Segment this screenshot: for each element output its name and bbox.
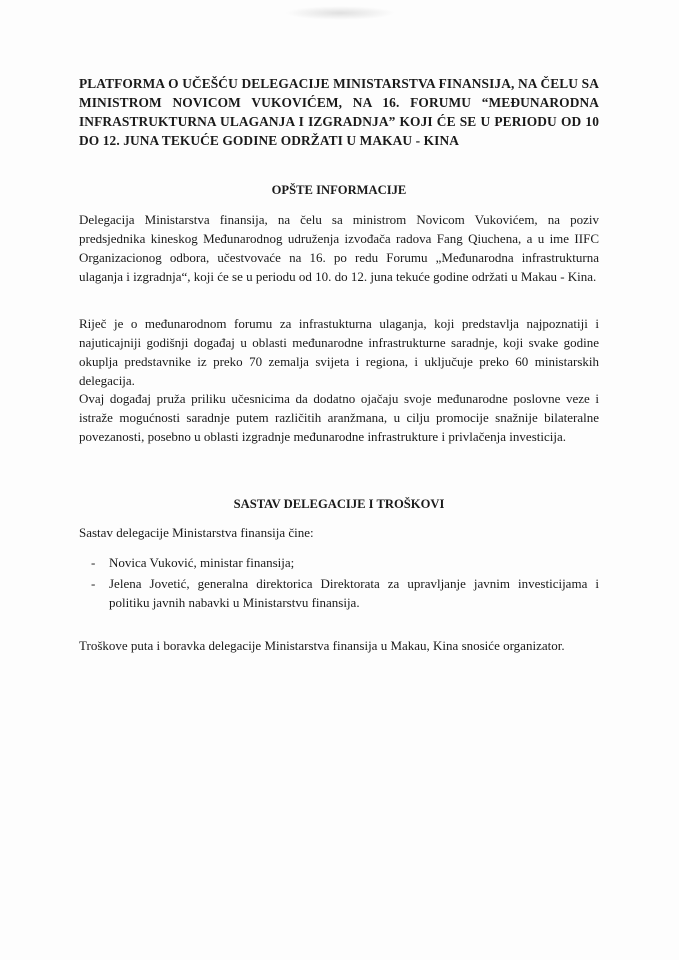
- list-bullet: -: [91, 576, 96, 591]
- member-text: Novica Vuković, ministar finansija;: [109, 555, 295, 570]
- delegation-intro: Sastav delegacije Ministarstva finansija čine:: [79, 525, 314, 540]
- delegation-member-list: [79, 553, 599, 614]
- section-heading-general: OPŠTE INFORMACIJE: [271, 183, 407, 197]
- paragraph-costs: Troškove puta i boravka delegacije Ministarstva finansija u Makau, Kina snosiće organizator.: [79, 638, 565, 653]
- list-item: [79, 574, 599, 612]
- paragraph-event-opportunity: Ovaj događaj pruža priliku učesnicima da dodatno ojačaju svoje međunarodne poslovne veze i istraže mogućnosti saradnje putem različitih aranžmana, u cilju promocije snažnije bilateralne povezanosti, posebno u oblasti izgradnje međunarodne infrastrukture i privlačenja investicija.: [79, 391, 599, 444]
- list-bullet: -: [91, 555, 96, 570]
- document-title: PLATFORMA O UČEŠĆU DELEGACIJE MINISTARSTVA FINANSIJA, NA ČELU SA MINISTROM NOVICOM VUKOVIĆEM, NA 16. FORUMU “MEĐUNARODNA INFRASTRUKTURNA ULAGANJA I IZGRADNJA” KOJI ĆE SE U PERIODU OD 10 DO 12. JUNA TEKUĆE GODINE ODRŽATI U MAKAU - KINA: [79, 76, 599, 148]
- section-heading-delegation: SASTAV DELEGACIJE I TROŠKOVI: [233, 497, 445, 511]
- paragraph-forum-description: Riječ je o međunarodnom forumu za infrastukturna ulaganja, koji predstavlja najpoznatiji i najuticajniji godišnji događaj u oblasti međunarodne infrastrukturne saradnje, koji svake godine okuplja predstavnike iz preko 70 zemalja svijeta i regiona, i uključuje preko 60 ministarskih delegacija.: [79, 316, 599, 388]
- member-text: Jelena Jovetić, generalna direktorica Direktorata za upravljanje javnim investicijama i politiku javnih nabavki u Ministarstvu finansija.: [109, 576, 599, 610]
- paragraph-delegation-invite: Delegacija Ministarstva finansija, na čelu sa ministrom Novicom Vukovićem, na poziv predsjednika kineskog Međunarodnog udruženja izvođača radova Fang Qiuchena, a u ime IIFC Organizacionog odbora, učestvovaće na 16. po redu Forumu „Međunarodna infrastrukturna ulaganja i izgradnja“, koji će se u periodu od 10. do 12. juna tekuće godine održati u Makau - Kina.: [79, 212, 599, 284]
- scan-artifact: [285, 6, 395, 20]
- list-item: [79, 553, 599, 572]
